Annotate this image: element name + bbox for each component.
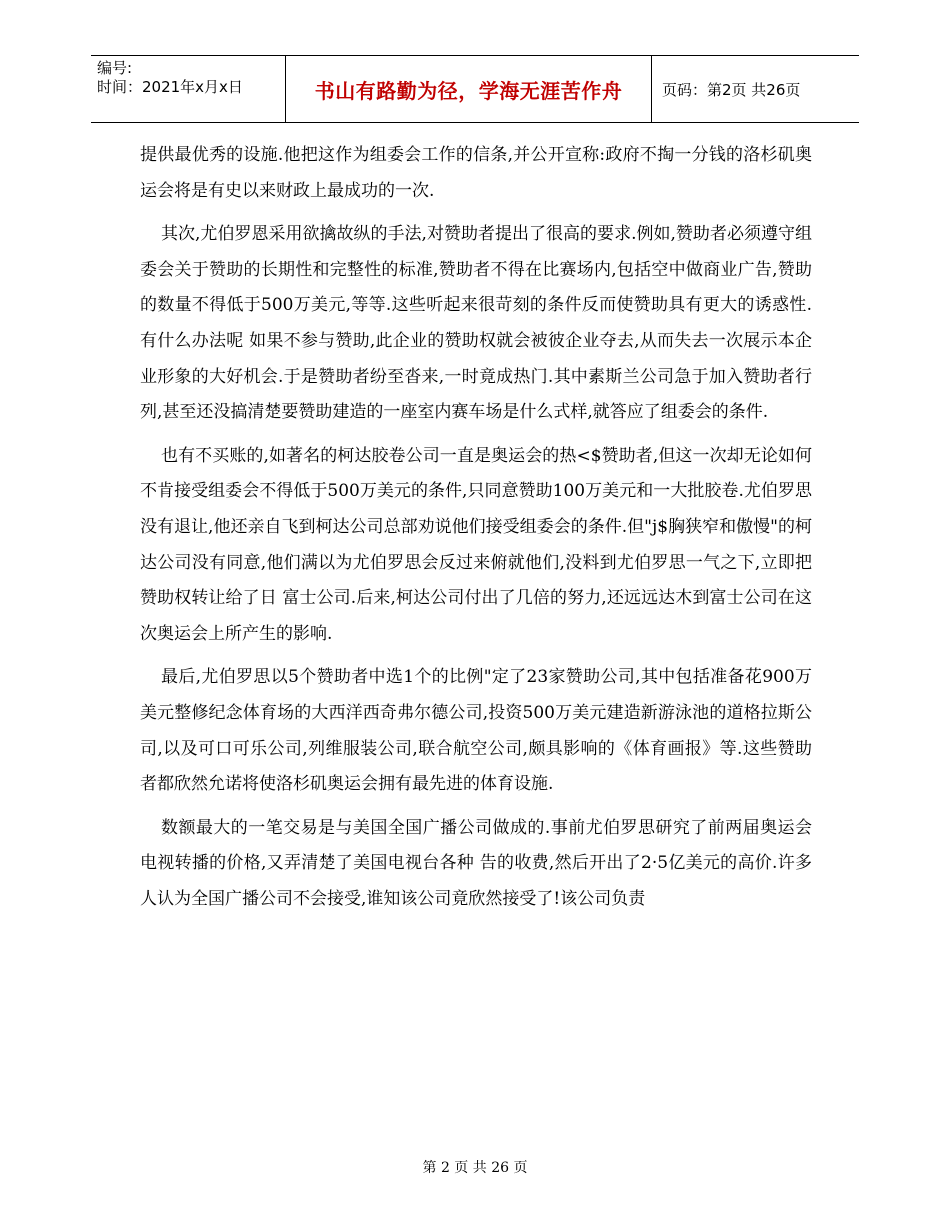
paragraph: 其次,尤伯罗恩采用欲擒故纵的手法,对赞助者提出了很高的要求.例如,赞助者必须遵守组委会关于赞助的长期性和完整性的标准,赞助者不得在比赛场内,包括空中做商业广告,赞助的数量不得低于500万美元,等等.这些听起来很苛刻的条件反而使赞助具有更大的诱惑性.有什么办法呢 如果不参与赞助,此企业的赞助权就会被彼企业夺去,从而失去一次展示本企业形象的大好机会.于是赞助者纷至沓来,一时竟成热门.其中素斯兰公司急于加入赞助者行列,甚至还没搞清楚要赞助建造的一座室内赛车场是什么式样,就答应了组委会的条件. — [140, 224, 812, 423]
page-header — [91, 55, 859, 123]
document-number-label: 编号: — [97, 59, 133, 77]
document-time-label: 时间：2021年x月x日 — [97, 78, 243, 96]
paragraph: 最后,尤伯罗思以5个赞助者中选1个的比例"定了23家赞助公司,其中包括准备花900万美元整修纪念体育场的大西洋西奇弗尔德公司,投资500万美元建造新游泳池的道格拉斯公司,以及可口可乐公司,列维服装公司,联合航空公司,颇具影响的《体育画报》等.这些赞助者都欣然允诺将使洛杉矶奥运会拥有最先进的体育设施. — [140, 667, 812, 795]
header-motto: 书山有路勤为径，学海无涯苦作舟 — [286, 56, 652, 122]
document-body — [140, 138, 812, 925]
header-meta — [91, 56, 286, 122]
paragraph-continuation: 提供最优秀的设施.他把这作为组委会工作的信条,并公开宣称:政府不掏一分钱的洛杉矶奥运会将是有史以来财政上最成功的一次. — [140, 145, 812, 201]
header-page-info: 页码：第2页 共26页 — [662, 80, 801, 99]
paragraph: 数额最大的一笔交易是与美国全国广播公司做成的.事前尤伯罗思研究了前两届奥运会电视转播的价格,又弄清楚了美国电视台各种 告的收费,然后开出了2·5亿美元的高价.许多人认为全国广播公司不会接受,谁知该公司竟欣然接受了!该公司负责 — [140, 817, 812, 909]
page-footer: 第 2 页 共 26 页 — [422, 1160, 528, 1176]
paragraph: 也有不买账的,如著名的柯达胶卷公司一直是奥运会的热<$赞助者,但这一次却无论如何不肯接受组委会不得低于500万美元的条件,只同意赞助100万美元和一大批胶卷.尤伯罗思没有退让,他还亲自飞到柯达公司总部劝说他们接受组委会的条件.但"j$胸狭窄和傲慢"的柯达公司没有同意,他们满以为尤伯罗思会反过来俯就他们,没料到尤伯罗思一气之下,立即把赞助权转让给了日 富士公司.后来,柯达公司付出了几倍的努力,还远远达木到富士公司在这次奥运会上所产生的影响. — [140, 445, 812, 644]
